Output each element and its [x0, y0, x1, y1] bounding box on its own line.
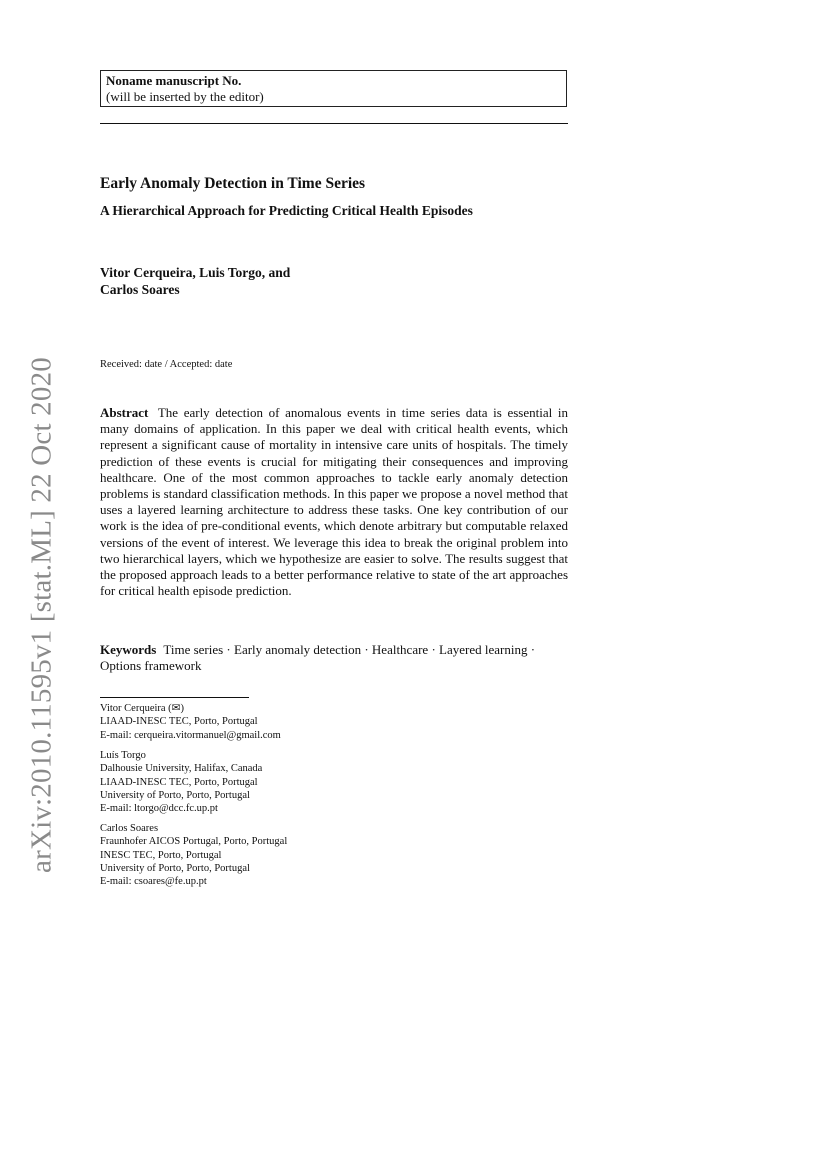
- affiliation-email: E-mail: csoares@fe.up.pt: [100, 876, 207, 888]
- abstract: [100, 405, 568, 599]
- author-list: [100, 265, 400, 298]
- received-accepted-dates: Received: date / Accepted: date: [100, 359, 233, 370]
- arxiv-identifier-stamp: arXiv:2010.11595v1 [stat.ML] 22 Oct 2020: [25, 357, 58, 873]
- keywords: [100, 642, 568, 674]
- header-rule: [100, 123, 568, 124]
- affiliation-email: E-mail: cerqueira.vitormanuel@gmail.com: [100, 729, 281, 741]
- affiliation-author-name: Carlos Soares: [100, 823, 159, 834]
- affiliation-line: Dalhousie University, Halifax, Canada: [100, 763, 263, 775]
- authors-line-1: Vitor Cerqueira, Luis Torgo, and: [100, 265, 291, 280]
- affiliation-email: E-mail: ltorgo@dcc.fc.up.pt: [100, 803, 218, 815]
- affiliation-cerqueira: [100, 702, 420, 742]
- keywords-text: Time series · Early anomaly detection · Healthcare · Layered learning · Options framework: [100, 642, 536, 674]
- affiliation-author-name: Luís Torgo: [100, 750, 146, 761]
- paper-title: Early Anomaly Detection in Time Series: [100, 175, 366, 192]
- affiliation-line: INESC TEC, Porto, Portugal: [100, 849, 222, 861]
- authors-line-2: Carlos Soares: [100, 281, 180, 297]
- affiliation-line: LIAAD-INESC TEC, Porto, Portugal: [100, 716, 258, 728]
- manuscript-number-box: [100, 70, 567, 107]
- keywords-label: Keywords: [100, 642, 157, 657]
- affiliation-line: University of Porto, Porto, Portugal: [100, 862, 250, 874]
- footnote-rule: [100, 697, 249, 698]
- abstract-label: Abstract: [100, 405, 149, 420]
- affiliation-line: LIAAD-INESC TEC, Porto, Portugal: [100, 776, 258, 788]
- paper-subtitle: A Hierarchical Approach for Predicting Critical Health Episodes: [100, 203, 473, 218]
- manuscript-number-label: Noname manuscript No.: [106, 73, 242, 88]
- manuscript-editor-note: (will be inserted by the editor): [106, 89, 264, 104]
- affiliation-line: Fraunhofer AICOS Portugal, Porto, Portugal: [100, 836, 288, 848]
- affiliation-line: University of Porto, Porto, Portugal: [100, 789, 250, 801]
- affiliation-torgo: [100, 749, 420, 815]
- affiliation-author-name: Vitor Cerqueira (✉): [100, 703, 184, 714]
- abstract-text: The early detection of anomalous events in time series data is essential in many domains of application. In this paper we deal with critical health events, which represent a significant cause of mortality in intensive care units of hospitals. The timely prediction of these events is crucial for mitigating their consequences and improving healthcare. One of the most common approaches to tackle early anomaly detection problems is standard classification methods. In this paper we propose a novel method that uses a layered learning architecture to address these tasks. One key contribution of our work is the idea of pre-conditional events, which denote arbitrary but computable relaxed versions of the event of interest. We leverage this idea to break the original problem into two hierarchical layers, which we hypothesize are easier to solve. The results suggest that the proposed approach leads to a better performance relative to state of the art approaches for critical health episode prediction.: [100, 405, 569, 599]
- affiliation-soares: [100, 822, 420, 888]
